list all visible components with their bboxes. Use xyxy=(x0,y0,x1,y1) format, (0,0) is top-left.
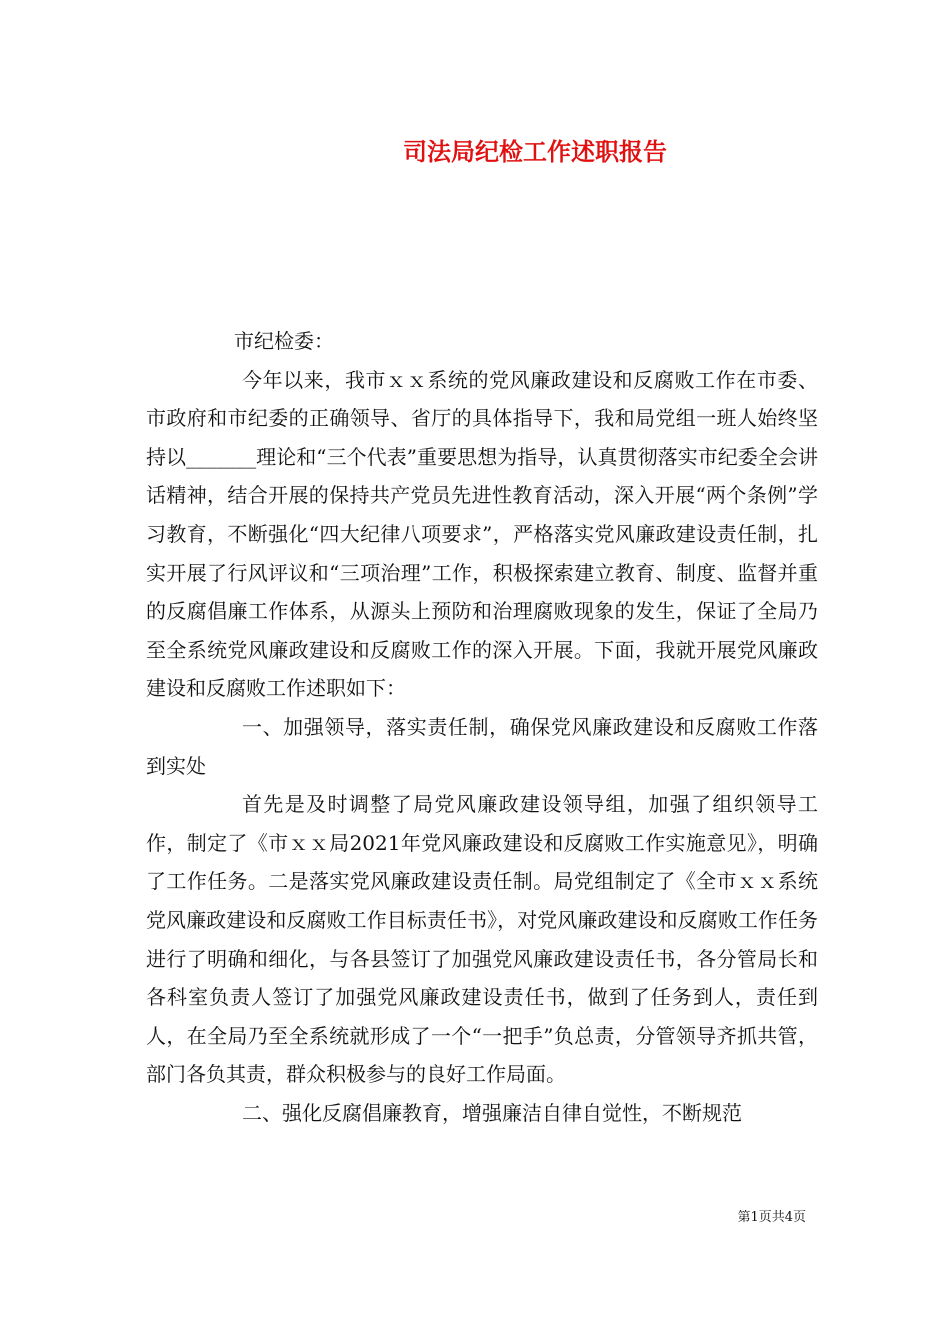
document-title: 司法局纪检工作述职报告 xyxy=(403,137,667,166)
paragraph-section-1: 首先是及时调整了局党风廉政建设领导组，加强了组织领导工作，制定了《市ｘｘ局2021年党风廉政建设和反腐败工作实施意见》，明确了工作任务。二是落实党风廉政建设责任制。局党组制定了《全市ｘｘ系统党风廉政建设和反腐败工作目标责任书》，对党风廉政建设和反腐败工作任务进行了明确和细化，与各县签订了加强党风廉政建设责任书，各分管局长和各科室负责人签订了加强党风廉政建设责任书，做到了任务到人，责任到人，在全局乃至全系统就形成了一个“一把手”负总责，分管领导齐抓共管，部门各负其责，群众积极参与的良好工作局面。 xyxy=(146,792,818,1087)
section-heading-2: 二、强化反腐倡廉教育，增强廉洁自律自觉性，不断规范 xyxy=(242,1100,742,1125)
document-body xyxy=(146,322,818,1132)
page-number: 第1页共4页 xyxy=(737,1210,806,1225)
salutation: 市纪检委： xyxy=(234,329,334,353)
section-heading-1: 一、加强领导，落实责任制，确保党风廉政建设和反腐败工作落到实处 xyxy=(146,714,818,778)
paragraph-intro: 今年以来，我市ｘｘ系统的党风廉政建设和反腐败工作在市委、市政府和市纪委的正确领导、省厅的具体指导下，我和局党组一班人始终坚持以_______理论和“三个代表”重要思想为指导，认真贯彻落实市纪委全会讲话精神，结合开展的保持共产党员先进性教育活动，深入开展“两个条例”学习教育，不断强化“四大纪律八项要求”，严格落实党风廉政建设责任制，扎实开展了行风评议和“三项治理”工作，积极探索建立教育、制度、监督并重的反腐倡廉工作体系，从源头上预防和治理腐败现象的发生，保证了全局乃至全系统党风廉政建设和反腐败工作的深入开展。下面，我就开展党风廉政建设和反腐败工作述职如下： xyxy=(146,367,818,701)
